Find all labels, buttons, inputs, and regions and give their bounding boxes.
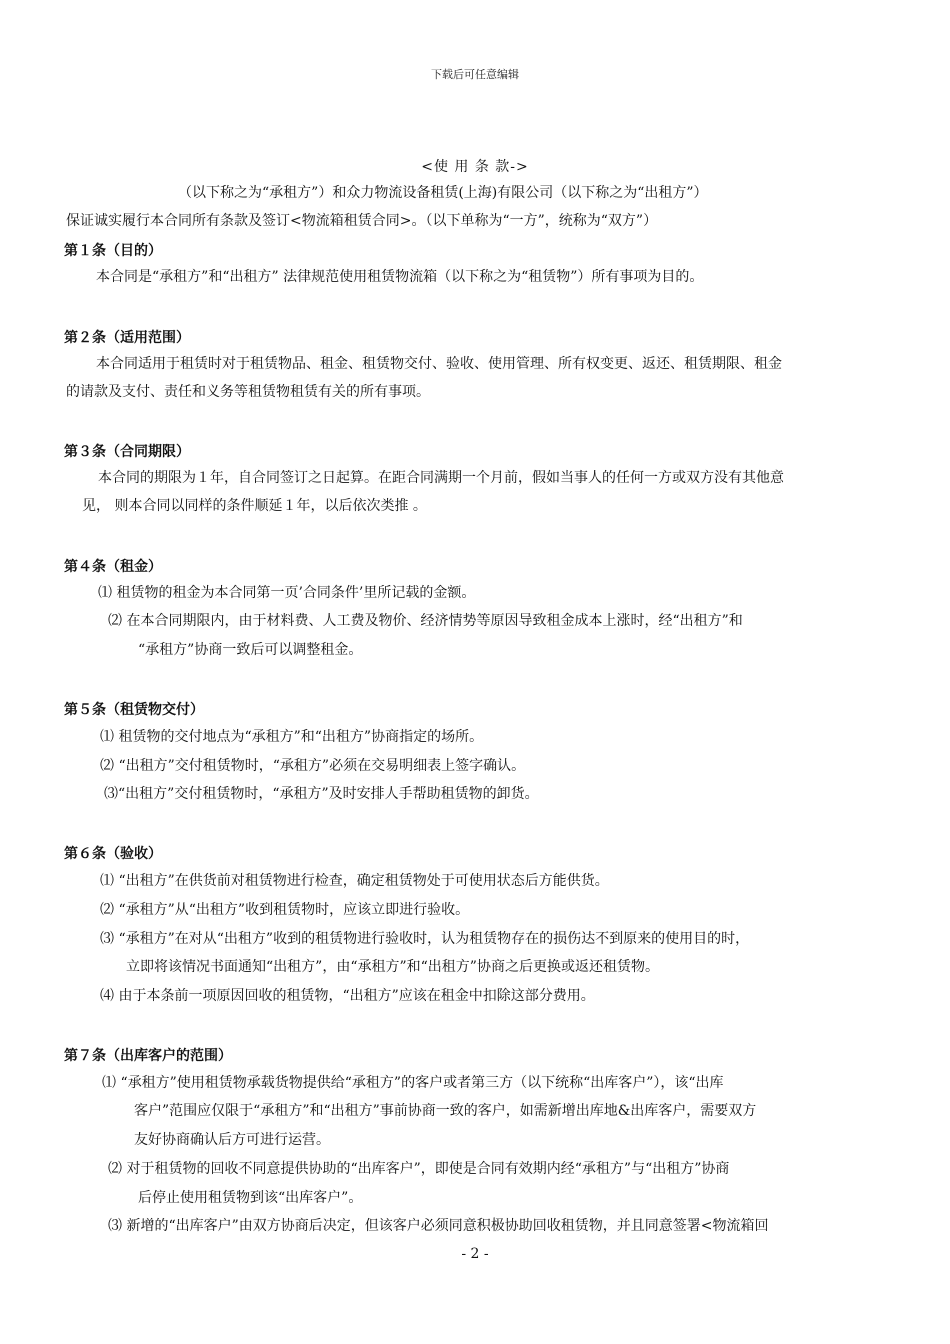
- article-3-line-2: 见， 则本合同以同样的条件顺延１年，以后依次类推 。: [82, 498, 427, 514]
- article-1-title: 第１条（目的）: [64, 243, 162, 259]
- article-4-line-1: ⑴ 租赁物的租金为本合同第一页’合同条件’里所记载的金额。: [98, 585, 476, 601]
- article-7-line-6: ⑶ 新增的“出库客户”由双方协商后决定，但该客户必须同意积极协助回收租赁物，并且同意签署<物流箱回: [108, 1218, 769, 1234]
- article-2-line-2: 的请款及支付、责任和义务等租赁物租赁有关的所有事项。: [66, 384, 430, 400]
- article-7-title: 第７条（出库客户的范围）: [64, 1048, 232, 1064]
- article-7-line-4: ⑵ 对于租赁物的回收不同意提供协助的“出库客户”，即使是合同有效期内经“承租方”与“出租方”协商: [108, 1161, 730, 1177]
- article-4-title: 第４条（租金）: [64, 559, 162, 575]
- article-2-title: 第２条（适用范围）: [64, 330, 190, 346]
- article-3-title: 第３条（合同期限）: [64, 444, 190, 460]
- article-6-line-2: ⑵ “承租方”从“出租方”收到租赁物时，应该立即进行验收。: [100, 902, 470, 918]
- intro-line-1: （以下称之为“承租方”）和众力物流设备租赁(上海)有限公司（以下称之为“出租方”）: [178, 185, 708, 201]
- page-number: - 2 -: [461, 1246, 489, 1262]
- article-4-line-2: ⑵ 在本合同期限内，由于材料费、人工费及物价、经济情势等原因导致租金成本上涨时，经“出租方”和: [108, 613, 743, 629]
- article-6-title: 第６条（验收）: [64, 846, 162, 862]
- article-7-line-5: 后停止使用租赁物到该“出库客户”。: [138, 1190, 363, 1206]
- article-6-line-3: ⑶ “承租方”在对从“出租方”收到的租赁物进行验收时，认为租赁物存在的损伤达不到原来的使用目的时，: [100, 931, 750, 947]
- article-7-line-1: ⑴ “承租方”使用租赁物承载货物提供给“承租方”的客户或者第三方（以下统称“出库客户”），该“出库: [102, 1075, 724, 1091]
- article-7-line-2: 客户”范围应仅限于“承租方”和“出租方”事前协商一致的客户，如需新增出库地&出库客户，需要双方: [134, 1103, 757, 1119]
- article-5-title: 第５条（租赁物交付）: [64, 702, 204, 718]
- article-6-line-4: 立即将该情况书面通知“出租方”，由“承租方”和“出租方”协商之后更换或返还租赁物。: [126, 959, 659, 975]
- article-1-line-1: 本合同是“承租方”和“出租方” 法律规范使用租赁物流箱（以下称之为“租赁物”）所有事项为目的。: [96, 269, 704, 285]
- header-note: 下载后可任意编辑: [431, 68, 519, 81]
- article-5-line-3: ⑶“出租方”交付租赁物时，“承租方”及时安排人手帮助租赁物的卸货。: [104, 786, 539, 802]
- article-3-line-1: 本合同的期限为１年，自合同签订之日起算。在距合同满期一个月前，假如当事人的任何一方或双方没有其他意: [98, 470, 784, 486]
- article-5-line-1: ⑴ 租赁物的交付地点为“承租方”和“出租方”协商指定的场所。: [100, 729, 484, 745]
- article-4-line-3: “承租方”协商一致后可以调整租金。: [138, 642, 363, 658]
- article-6-line-5: ⑷ 由于本条前一项原因回收的租赁物，“出租方”应该在租金中扣除这部分费用。: [100, 988, 595, 1004]
- document-title: <使 用 条 款->: [421, 159, 529, 175]
- article-7-line-3: 友好协商确认后方可进行运营。: [134, 1132, 330, 1148]
- article-6-line-1: ⑴ “出租方”在供货前对租赁物进行检查，确定租赁物处于可使用状态后方能供货。: [100, 873, 609, 889]
- article-5-line-2: ⑵ “出租方”交付租赁物时，“承租方”必须在交易明细表上签字确认。: [100, 758, 526, 774]
- article-2-line-1: 本合同适用于租赁时对于租赁物品、租金、租赁物交付、验收、使用管理、所有权变更、返还、租赁期限、租金: [96, 356, 782, 372]
- intro-line-2: 保证诚实履行本合同所有条款及签订<物流箱租赁合同>。（以下单称为“一方”，统称为“双方”）: [66, 213, 658, 229]
